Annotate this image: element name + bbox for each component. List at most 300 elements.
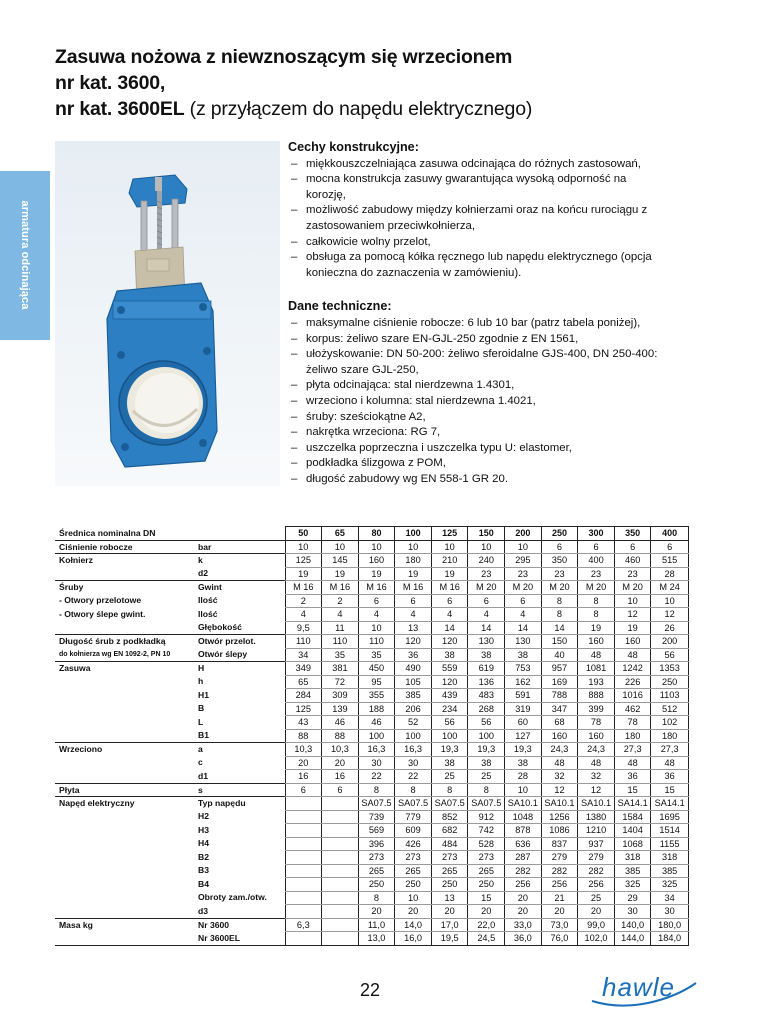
table-cell: 73,0 [541, 918, 578, 932]
table-cell: 14,0 [395, 918, 432, 932]
table-cell: 19 [358, 567, 395, 581]
table-cell: 19,3 [431, 743, 468, 757]
header-label: Średnica nominalna DN [55, 527, 195, 541]
table-cell: 15 [614, 783, 651, 797]
table-cell: 65 [285, 675, 322, 689]
table-cell: 250 [651, 675, 688, 689]
header-dn-cell: 150 [468, 527, 505, 541]
table-cell: 20 [505, 891, 542, 905]
table-cell [285, 837, 322, 851]
table-cell: 282 [578, 864, 615, 878]
table-cell: 56 [468, 716, 505, 730]
row-sublabel: L [198, 716, 204, 727]
table-row [55, 729, 688, 743]
table-cell: 56 [651, 648, 688, 662]
row-label: Napęd elektryczny [55, 797, 195, 811]
table-cell: 234 [431, 702, 468, 716]
table-cell [322, 851, 359, 865]
table-cell: 957 [541, 662, 578, 676]
table-row [55, 783, 688, 797]
row-sublabel: B [198, 703, 205, 713]
row-label: Długość śrub z podkładką [55, 635, 195, 649]
table-cell: 8 [578, 594, 615, 608]
table-cell: 72 [322, 675, 359, 689]
header-unit-cell [195, 527, 285, 541]
table-cell: 38 [505, 648, 542, 662]
table-cell: 240 [468, 554, 505, 568]
section-side-tab [0, 171, 50, 340]
row-label [55, 716, 195, 730]
table-cell: 110 [358, 635, 395, 649]
table-cell: 30 [614, 905, 651, 919]
table-cell: 25 [578, 891, 615, 905]
row-label [55, 851, 195, 865]
table-cell: 20 [395, 905, 432, 919]
table-cell: 20 [541, 905, 578, 919]
table-cell [322, 878, 359, 892]
table-cell: 206 [395, 702, 432, 716]
table-row [55, 810, 688, 824]
table-cell [285, 797, 322, 811]
page-title [55, 44, 745, 122]
table-cell: 10,3 [322, 743, 359, 757]
table-cell: 1155 [651, 837, 688, 851]
table-cell: 30 [395, 756, 432, 770]
table-cell: 36 [395, 648, 432, 662]
row-sublabel: Otwór ślepy [198, 649, 248, 659]
table-row [55, 702, 688, 716]
row-sublabel: s [195, 783, 285, 797]
table-cell: 250 [395, 878, 432, 892]
technical-item: – wrzeciono i kolumna: stal nierdzewna 1.4021, [288, 394, 688, 410]
table-cell: 19,3 [468, 743, 505, 757]
table-cell: 162 [505, 675, 542, 689]
table-cell: 210 [431, 554, 468, 568]
table-cell: 250 [431, 878, 468, 892]
table-cell: 38 [505, 756, 542, 770]
table-cell: 8 [395, 783, 432, 797]
features-item: – całkowicie wolny przelot, [288, 235, 688, 251]
row-sublabel: Otwór przelot. [195, 635, 285, 649]
table-cell: 569 [358, 824, 395, 838]
table-cell: 32 [578, 770, 615, 784]
table-row [55, 581, 688, 595]
table-cell: 16,3 [395, 743, 432, 757]
page-number: 22 [360, 980, 381, 1000]
table-cell: 10 [358, 540, 395, 554]
table-cell: 25 [431, 770, 468, 784]
title-line-3 [55, 96, 745, 122]
table-cell: 12 [578, 783, 615, 797]
table-cell: 8 [468, 783, 505, 797]
table-cell: 48 [614, 648, 651, 662]
table-cell [322, 864, 359, 878]
table-cell: 20 [285, 756, 322, 770]
row-sublabel: d1 [198, 770, 209, 781]
hawle-logo [588, 971, 700, 1009]
table-cell: 591 [505, 689, 542, 703]
table-cell: 160 [614, 635, 651, 649]
table-cell: 19,3 [505, 743, 542, 757]
table-cell: 139 [322, 702, 359, 716]
table-cell: SA10.1 [505, 797, 542, 811]
table-cell: 385 [395, 689, 432, 703]
table-cell: 38 [468, 648, 505, 662]
table-cell: 381 [322, 662, 359, 676]
table-cell: 78 [578, 716, 615, 730]
hawle-logo-text: hawle [602, 972, 675, 1002]
table-cell: 29 [614, 891, 651, 905]
row-sublabel: bar [198, 541, 212, 552]
table-cell: 4 [322, 608, 359, 622]
table-cell: 512 [651, 702, 688, 716]
table-cell: 184,0 [651, 932, 688, 946]
table-cell: 19 [322, 567, 359, 581]
technical-item: – śruby: sześciokątne A2, [288, 410, 688, 426]
title-line-3-bold: nr kat. 3600EL [55, 98, 185, 120]
table-cell: 188 [358, 702, 395, 716]
table-cell: 19,5 [431, 932, 468, 946]
table-cell: 21 [541, 891, 578, 905]
table-row [55, 567, 688, 581]
table-cell: 19 [578, 621, 615, 635]
table-cell: 150 [541, 635, 578, 649]
table-cell: 265 [431, 864, 468, 878]
table-cell [285, 851, 322, 865]
table-row [55, 594, 688, 608]
row-label [55, 770, 195, 784]
table-cell: 76,0 [541, 932, 578, 946]
row-label [55, 675, 195, 689]
table-cell: 1068 [614, 837, 651, 851]
features-list [288, 157, 688, 282]
table-cell: M 20 [541, 581, 578, 595]
table-cell: 40 [541, 648, 578, 662]
table-cell: 399 [578, 702, 615, 716]
row-sublabel: Obroty zam./otw. [198, 892, 267, 902]
table-cell: 140,0 [614, 918, 651, 932]
table-cell [322, 837, 359, 851]
table-cell: 1256 [541, 810, 578, 824]
header-dn-cell: 200 [505, 527, 542, 541]
table-cell: 426 [395, 837, 432, 851]
row-label: Wrzeciono [55, 743, 195, 757]
title-line-2: nr kat. 3600, [55, 72, 166, 94]
table-cell: 22 [358, 770, 395, 784]
table-cell [285, 891, 322, 905]
table-cell: M 16 [322, 581, 359, 595]
table-cell: 23 [468, 567, 505, 581]
table-cell: 385 [651, 864, 688, 878]
table-cell: 10 [651, 594, 688, 608]
table-cell: 1016 [614, 689, 651, 703]
table-cell [322, 905, 359, 919]
table-cell: 8 [358, 891, 395, 905]
table-cell: 14 [541, 621, 578, 635]
technical-item: – długość zabudowy wg EN 558-1 GR 20. [288, 472, 688, 488]
row-label [55, 689, 195, 703]
table-cell: 528 [468, 837, 505, 851]
table-cell: 8 [541, 608, 578, 622]
table-row [55, 770, 688, 784]
table-cell: 48 [578, 648, 615, 662]
table-row [55, 864, 688, 878]
table-cell: 256 [578, 878, 615, 892]
table-cell: 46 [322, 716, 359, 730]
table-cell: 256 [505, 878, 542, 892]
table-cell: 10 [285, 540, 322, 554]
table-cell: 169 [541, 675, 578, 689]
table-cell: 1242 [614, 662, 651, 676]
table-cell: SA10.1 [541, 797, 578, 811]
table-cell: 1081 [578, 662, 615, 676]
row-label: Zasuwa [55, 662, 195, 676]
table-cell: 4 [358, 608, 395, 622]
table-cell: 144,0 [614, 932, 651, 946]
table-cell: 256 [541, 878, 578, 892]
table-row [55, 608, 688, 622]
table-cell: 483 [468, 689, 505, 703]
table-cell: 9,5 [285, 621, 322, 635]
table-cell: 6 [651, 540, 688, 554]
table-cell: 888 [578, 689, 615, 703]
table-cell: 8 [541, 594, 578, 608]
row-label [55, 567, 195, 581]
table-cell: M 16 [285, 581, 322, 595]
table-cell: 268 [468, 702, 505, 716]
title-line-3-normal: (z przyłączem do napędu elektrycznego) [184, 98, 533, 120]
table-cell: 20 [468, 905, 505, 919]
table-row [55, 756, 688, 770]
table-cell: M 20 [468, 581, 505, 595]
table-cell: 265 [468, 864, 505, 878]
table-cell: 396 [358, 837, 395, 851]
table-cell: 6 [505, 594, 542, 608]
table-cell [322, 824, 359, 838]
table-cell: 24,3 [541, 743, 578, 757]
table-cell: 102,0 [578, 932, 615, 946]
table-cell: 23 [614, 567, 651, 581]
table-cell: M 20 [614, 581, 651, 595]
row-sublabel: Nr 3600 [195, 918, 285, 932]
table-cell: 250 [358, 878, 395, 892]
table-cell: 38 [468, 756, 505, 770]
table-cell: 14 [431, 621, 468, 635]
row-sublabel: k [195, 554, 285, 568]
technical-item: – nakrętka wrzeciona: RG 7, [288, 425, 688, 441]
table-cell: 78 [614, 716, 651, 730]
table-cell: 6 [541, 540, 578, 554]
table-row [55, 554, 688, 568]
table-cell: 33,0 [505, 918, 542, 932]
table-cell: 400 [578, 554, 615, 568]
table-cell: 10 [505, 540, 542, 554]
table-cell: 120 [431, 635, 468, 649]
row-sublabel: Typ napędu [195, 797, 285, 811]
table-cell [285, 864, 322, 878]
product-photo [55, 141, 280, 486]
table-cell: 193 [578, 675, 615, 689]
table-cell: 12 [651, 608, 688, 622]
table-cell: 100 [431, 729, 468, 743]
table-cell: 23 [505, 567, 542, 581]
table-cell: 46 [358, 716, 395, 730]
row-sublabel: d2 [198, 568, 209, 578]
table-row [55, 851, 688, 865]
table-cell: 120 [431, 675, 468, 689]
table-cell: 24,3 [578, 743, 615, 757]
table-cell: 34 [285, 648, 322, 662]
table-cell: 17,0 [431, 918, 468, 932]
table-cell [322, 810, 359, 824]
table-cell: 273 [358, 851, 395, 865]
table-cell: 10 [395, 891, 432, 905]
table-cell: 460 [614, 554, 651, 568]
row-label [55, 891, 195, 905]
table-cell: 16,0 [395, 932, 432, 946]
table-cell: 6 [578, 540, 615, 554]
table-cell: 130 [468, 635, 505, 649]
table-cell: 4 [395, 608, 432, 622]
table-cell: 56 [431, 716, 468, 730]
table-cell: 102 [651, 716, 688, 730]
table-cell [285, 810, 322, 824]
row-label [55, 729, 195, 743]
table-cell: 6 [358, 594, 395, 608]
table-cell: 14 [468, 621, 505, 635]
table-cell: 160 [358, 554, 395, 568]
row-sublabel: d3 [198, 905, 209, 916]
table-cell: 35 [358, 648, 395, 662]
table-cell: 13 [395, 621, 432, 635]
row-label: Masa kg [55, 918, 195, 932]
table-cell: 180 [395, 554, 432, 568]
table-cell: 11,0 [358, 918, 395, 932]
table-row [55, 743, 688, 757]
table-cell: 279 [541, 851, 578, 865]
spec-table [55, 526, 689, 946]
table-cell: 4 [431, 608, 468, 622]
title-line-1: Zasuwa nożowa z niewznoszącym się wrzecionem [55, 46, 513, 68]
table-cell [322, 797, 359, 811]
table-cell: 48 [578, 756, 615, 770]
table-cell: 19 [431, 567, 468, 581]
table-cell: 8 [578, 608, 615, 622]
table-cell: 273 [431, 851, 468, 865]
row-sublabel: B2 [198, 851, 209, 862]
table-cell: 160 [578, 729, 615, 743]
table-cell: 4 [468, 608, 505, 622]
table-cell [322, 891, 359, 905]
table-cell: 742 [468, 824, 505, 838]
table-cell: M 16 [395, 581, 432, 595]
table-cell: 13,0 [358, 932, 395, 946]
spec-table-body [55, 527, 688, 946]
table-cell: SA07.5 [468, 797, 505, 811]
table-cell: 15 [468, 891, 505, 905]
table-cell: 99,0 [578, 918, 615, 932]
table-cell: M 16 [431, 581, 468, 595]
table-cell: 23 [578, 567, 615, 581]
table-cell: 10 [395, 540, 432, 554]
table-cell: 60 [505, 716, 542, 730]
table-cell: 127 [505, 729, 542, 743]
table-cell: 19 [395, 567, 432, 581]
table-cell: 4 [285, 608, 322, 622]
table-cell: 88 [285, 729, 322, 743]
table-cell [322, 918, 359, 932]
table-cell: 6 [322, 783, 359, 797]
table-cell: 12 [614, 608, 651, 622]
row-label [55, 756, 195, 770]
table-cell [285, 878, 322, 892]
table-cell: 6 [468, 594, 505, 608]
technical-list [288, 316, 688, 488]
table-cell: 125 [285, 554, 322, 568]
table-cell: 20 [431, 905, 468, 919]
row-sublabel: a [195, 743, 285, 757]
table-cell: 318 [651, 851, 688, 865]
table-cell: 20 [358, 905, 395, 919]
table-cell: 30 [358, 756, 395, 770]
table-cell: 325 [651, 878, 688, 892]
table-cell: 226 [614, 675, 651, 689]
row-sublabel: Ilość [198, 608, 218, 619]
table-cell: 309 [322, 689, 359, 703]
row-sublabel: H [195, 662, 285, 676]
section-side-tab-label: armatura odcinająca [19, 200, 31, 310]
table-cell: 68 [541, 716, 578, 730]
table-cell: 130 [505, 635, 542, 649]
table-cell: M 20 [578, 581, 615, 595]
table-cell: 200 [651, 635, 688, 649]
table-cell: 284 [285, 689, 322, 703]
table-cell [285, 905, 322, 919]
header-dn-cell: 50 [285, 527, 322, 541]
table-cell: 450 [358, 662, 395, 676]
table-cell: 462 [614, 702, 651, 716]
table-cell: 609 [395, 824, 432, 838]
table-cell: 30 [651, 905, 688, 919]
table-cell: SA10.1 [578, 797, 615, 811]
table-cell: 27,3 [614, 743, 651, 757]
table-cell: SA14.1 [651, 797, 688, 811]
row-sublabel: Nr 3600EL [195, 932, 285, 946]
table-cell: 1210 [578, 824, 615, 838]
table-cell: 515 [651, 554, 688, 568]
table-cell: 22 [395, 770, 432, 784]
table-cell: 20 [505, 905, 542, 919]
table-row [55, 891, 688, 905]
row-sublabel: c [198, 757, 203, 767]
table-cell: 36 [651, 770, 688, 784]
table-cell: 10 [358, 621, 395, 635]
table-cell: 23 [541, 567, 578, 581]
features-item: – możliwość zabudowy między kołnierzami oraz na końcu rurociągu z zastosowaniem przeciwkołnierza, [288, 203, 683, 234]
row-label [55, 810, 195, 824]
table-row [55, 905, 688, 919]
table-row [55, 540, 688, 554]
table-cell: 325 [614, 878, 651, 892]
table-cell: 1086 [541, 824, 578, 838]
table-cell: 88 [322, 729, 359, 743]
technical-item: – maksymalne ciśnienie robocze: 6 lub 10 bar (patrz tabela poniżej), [288, 316, 688, 332]
row-label [55, 932, 195, 946]
table-row [55, 932, 688, 946]
table-cell: 1695 [651, 810, 688, 824]
table-cell: SA07.5 [358, 797, 395, 811]
features-block [288, 140, 688, 487]
